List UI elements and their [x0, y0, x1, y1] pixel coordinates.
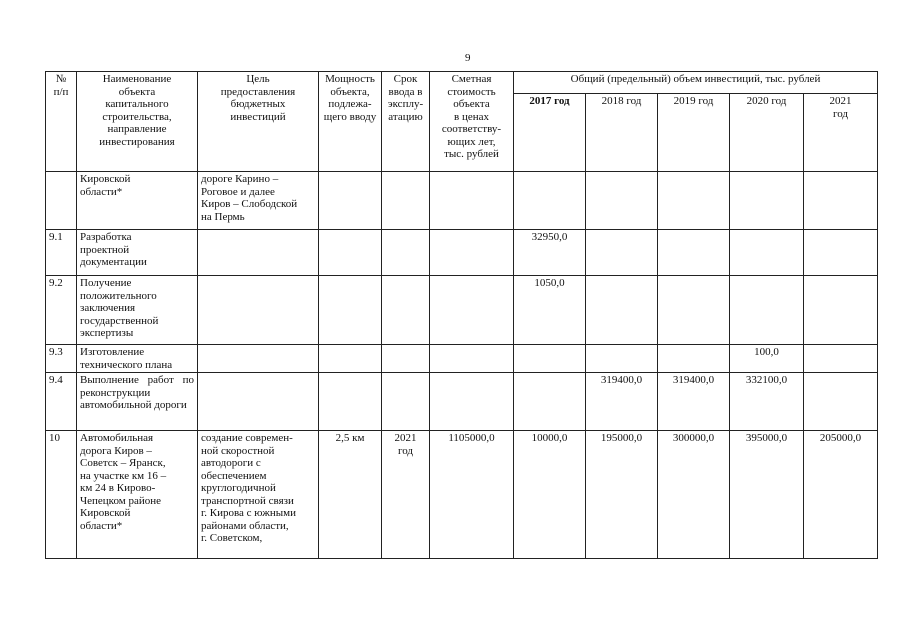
cell-2020: 100,0	[730, 345, 804, 373]
table-row	[46, 373, 878, 431]
cell-2020: 332100,0	[730, 373, 804, 431]
cell-capacity	[319, 172, 382, 230]
cell-2017	[514, 373, 586, 431]
cell-term: 2021 год	[382, 431, 430, 559]
cell-cost: 1105000,0	[430, 431, 514, 559]
cell-name: Кировской области*	[77, 172, 198, 230]
table-row	[46, 230, 878, 276]
cell-capacity: 2,5 км	[319, 431, 382, 559]
header-term: Срок ввода в эксплу- атацию	[382, 72, 430, 172]
cell-cost	[430, 172, 514, 230]
cell-name: Выполнение работ по реконструкции автомобильной дороги	[77, 373, 198, 431]
cell-cost	[430, 230, 514, 276]
cell-name: Автомобильная дорога Киров – Советск – Яранск, на участке км 16 – км 24 в Кирово- Чепецком районе Кировской области*	[77, 431, 198, 559]
table-row	[46, 276, 878, 345]
cell-cost	[430, 345, 514, 373]
cell-name: Получение положительного заключения государственной экспертизы	[77, 276, 198, 345]
cell-2017: 32950,0	[514, 230, 586, 276]
header-goal: Цель предоставления бюджетных инвестиций	[198, 72, 319, 172]
cell-2018: 195000,0	[586, 431, 658, 559]
cell-2020	[730, 172, 804, 230]
cell-2018	[586, 276, 658, 345]
cell-goal: дороге Карино – Роговое и далее Киров – Слободской на Пермь	[198, 172, 319, 230]
cell-2021	[804, 230, 878, 276]
header-name: Наименование объекта капитального строительства, направление инвестирования	[77, 72, 198, 172]
cell-capacity	[319, 230, 382, 276]
header-volume: Общий (предельный) объем инвестиций, тыс. рублей	[514, 72, 878, 94]
cell-term	[382, 276, 430, 345]
cell-goal	[198, 230, 319, 276]
cell-2019	[658, 172, 730, 230]
cell-2020	[730, 230, 804, 276]
cell-cost	[430, 276, 514, 345]
cell-goal: создание современ- ной скоростной автодороги с обеспечением круглогодичной транспортной связи г. Кирова с южными районами области, г. Советском,	[198, 431, 319, 559]
header-num: № п/п	[46, 72, 77, 172]
cell-num	[46, 172, 77, 230]
cell-2019	[658, 276, 730, 345]
cell-goal	[198, 373, 319, 431]
cell-name: Изготовление технического плана	[77, 345, 198, 373]
cell-num: 9.3	[46, 345, 77, 373]
cell-2019	[658, 345, 730, 373]
header-year: 2019 год	[658, 94, 730, 172]
table-row	[46, 345, 878, 373]
cell-2020: 395000,0	[730, 431, 804, 559]
table-row	[46, 172, 878, 230]
cell-num: 9.4	[46, 373, 77, 431]
cell-2020	[730, 276, 804, 345]
cell-2017	[514, 345, 586, 373]
cell-capacity	[319, 345, 382, 373]
cell-name: Разработка проектной документации	[77, 230, 198, 276]
cell-term	[382, 373, 430, 431]
cell-2021: 205000,0	[804, 431, 878, 559]
header-year: 2021 год	[804, 94, 878, 172]
cell-2019: 319400,0	[658, 373, 730, 431]
header-year: 2017 год	[514, 94, 586, 172]
cell-2021	[804, 276, 878, 345]
cell-capacity	[319, 373, 382, 431]
cell-2019: 300000,0	[658, 431, 730, 559]
header-year: 2020 год	[730, 94, 804, 172]
cell-2018: 319400,0	[586, 373, 658, 431]
page-number: 9	[465, 52, 471, 64]
cell-2017: 1050,0	[514, 276, 586, 345]
cell-2021	[804, 373, 878, 431]
cell-num: 9.2	[46, 276, 77, 345]
cell-2018	[586, 230, 658, 276]
cell-2017: 10000,0	[514, 431, 586, 559]
header-cost: Сметная стоимость объекта в ценах соответству- ющих лет, тыс. рублей	[430, 72, 514, 172]
cell-goal	[198, 345, 319, 373]
cell-2019	[658, 230, 730, 276]
investment-table	[45, 71, 878, 559]
cell-capacity	[319, 276, 382, 345]
cell-2018	[586, 172, 658, 230]
table-row	[46, 431, 878, 559]
cell-term	[382, 230, 430, 276]
cell-2017	[514, 172, 586, 230]
cell-num: 10	[46, 431, 77, 559]
cell-term	[382, 172, 430, 230]
cell-2018	[586, 345, 658, 373]
cell-goal	[198, 276, 319, 345]
cell-2021	[804, 345, 878, 373]
cell-cost	[430, 373, 514, 431]
cell-2021	[804, 172, 878, 230]
cell-num: 9.1	[46, 230, 77, 276]
cell-term	[382, 345, 430, 373]
header-year: 2018 год	[586, 94, 658, 172]
header-capacity: Мощность объекта, подлежа- щего вводу	[319, 72, 382, 172]
